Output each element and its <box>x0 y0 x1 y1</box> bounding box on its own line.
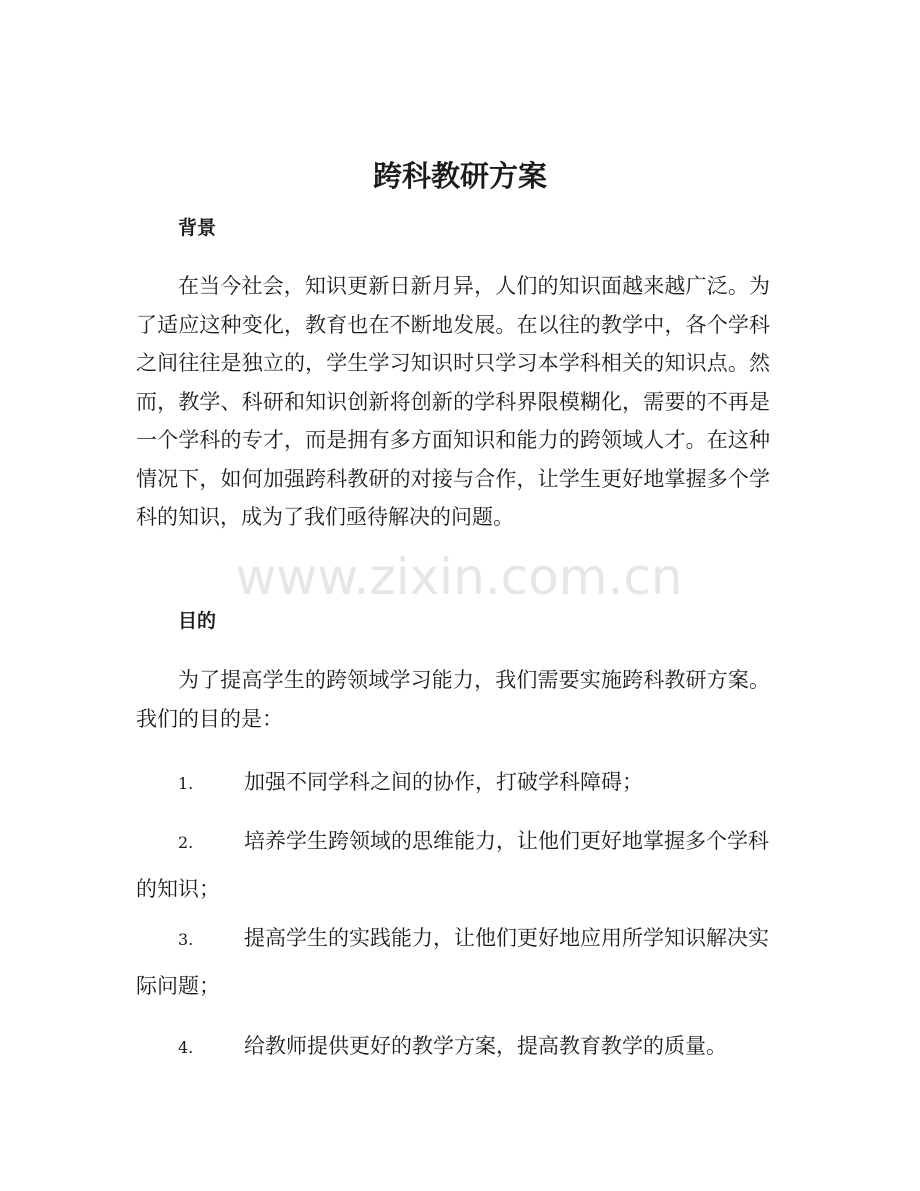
list-item-number: 2. <box>178 833 194 852</box>
list-item-number: 3. <box>178 930 194 949</box>
list-item-text: 给教师提供更好的教学方案，提高教育教学的质量。 <box>244 1034 727 1058</box>
list-item-number: 1. <box>178 774 194 793</box>
document-title: 跨科教研方案 <box>372 159 547 193</box>
background-paragraph: 在当今社会，知识更新日新月异，人们的知识面越来越广泛。为了适应这种变化，教育也在不断地发展。在以往的教学中，各个学科之间往往是独立的，学生学习知识时只学习本学科相关的知识点。然而，教学、科研和知识创新将创新的学科界限模糊化，需要的不再是一个学科的专才，而是拥有多方面知识和能力的跨领域人才。在这种情况下，如何加强跨科教研的对接与合作，让学生更好地掌握多个学科的知识，成为了我们亟待解决的问题。 <box>136 274 770 529</box>
list-item-text: 提高学生的实践能力，让他们更好地应用所学知识解决实际问题； <box>136 926 769 998</box>
list-item <box>136 818 770 913</box>
purpose-intro-paragraph: 为了提高学生的跨领域学习能力，我们需要实施跨科教研方案。我们的目的是： <box>136 668 770 731</box>
list-item-number: 4. <box>178 1038 194 1057</box>
watermark-text: www.zixin.com.cn <box>235 548 683 606</box>
list-item <box>136 915 770 1010</box>
list-item <box>136 759 770 807</box>
list-item-text: 培养学生跨领域的思维能力，让他们更好地掌握多个学科的知识； <box>136 829 769 901</box>
list-item <box>136 1023 770 1071</box>
section-heading-purpose: 目的 <box>178 610 217 632</box>
list-item-text: 加强不同学科之间的协作，打破学科障碍； <box>244 770 643 794</box>
section-heading-background: 背景 <box>178 217 217 239</box>
